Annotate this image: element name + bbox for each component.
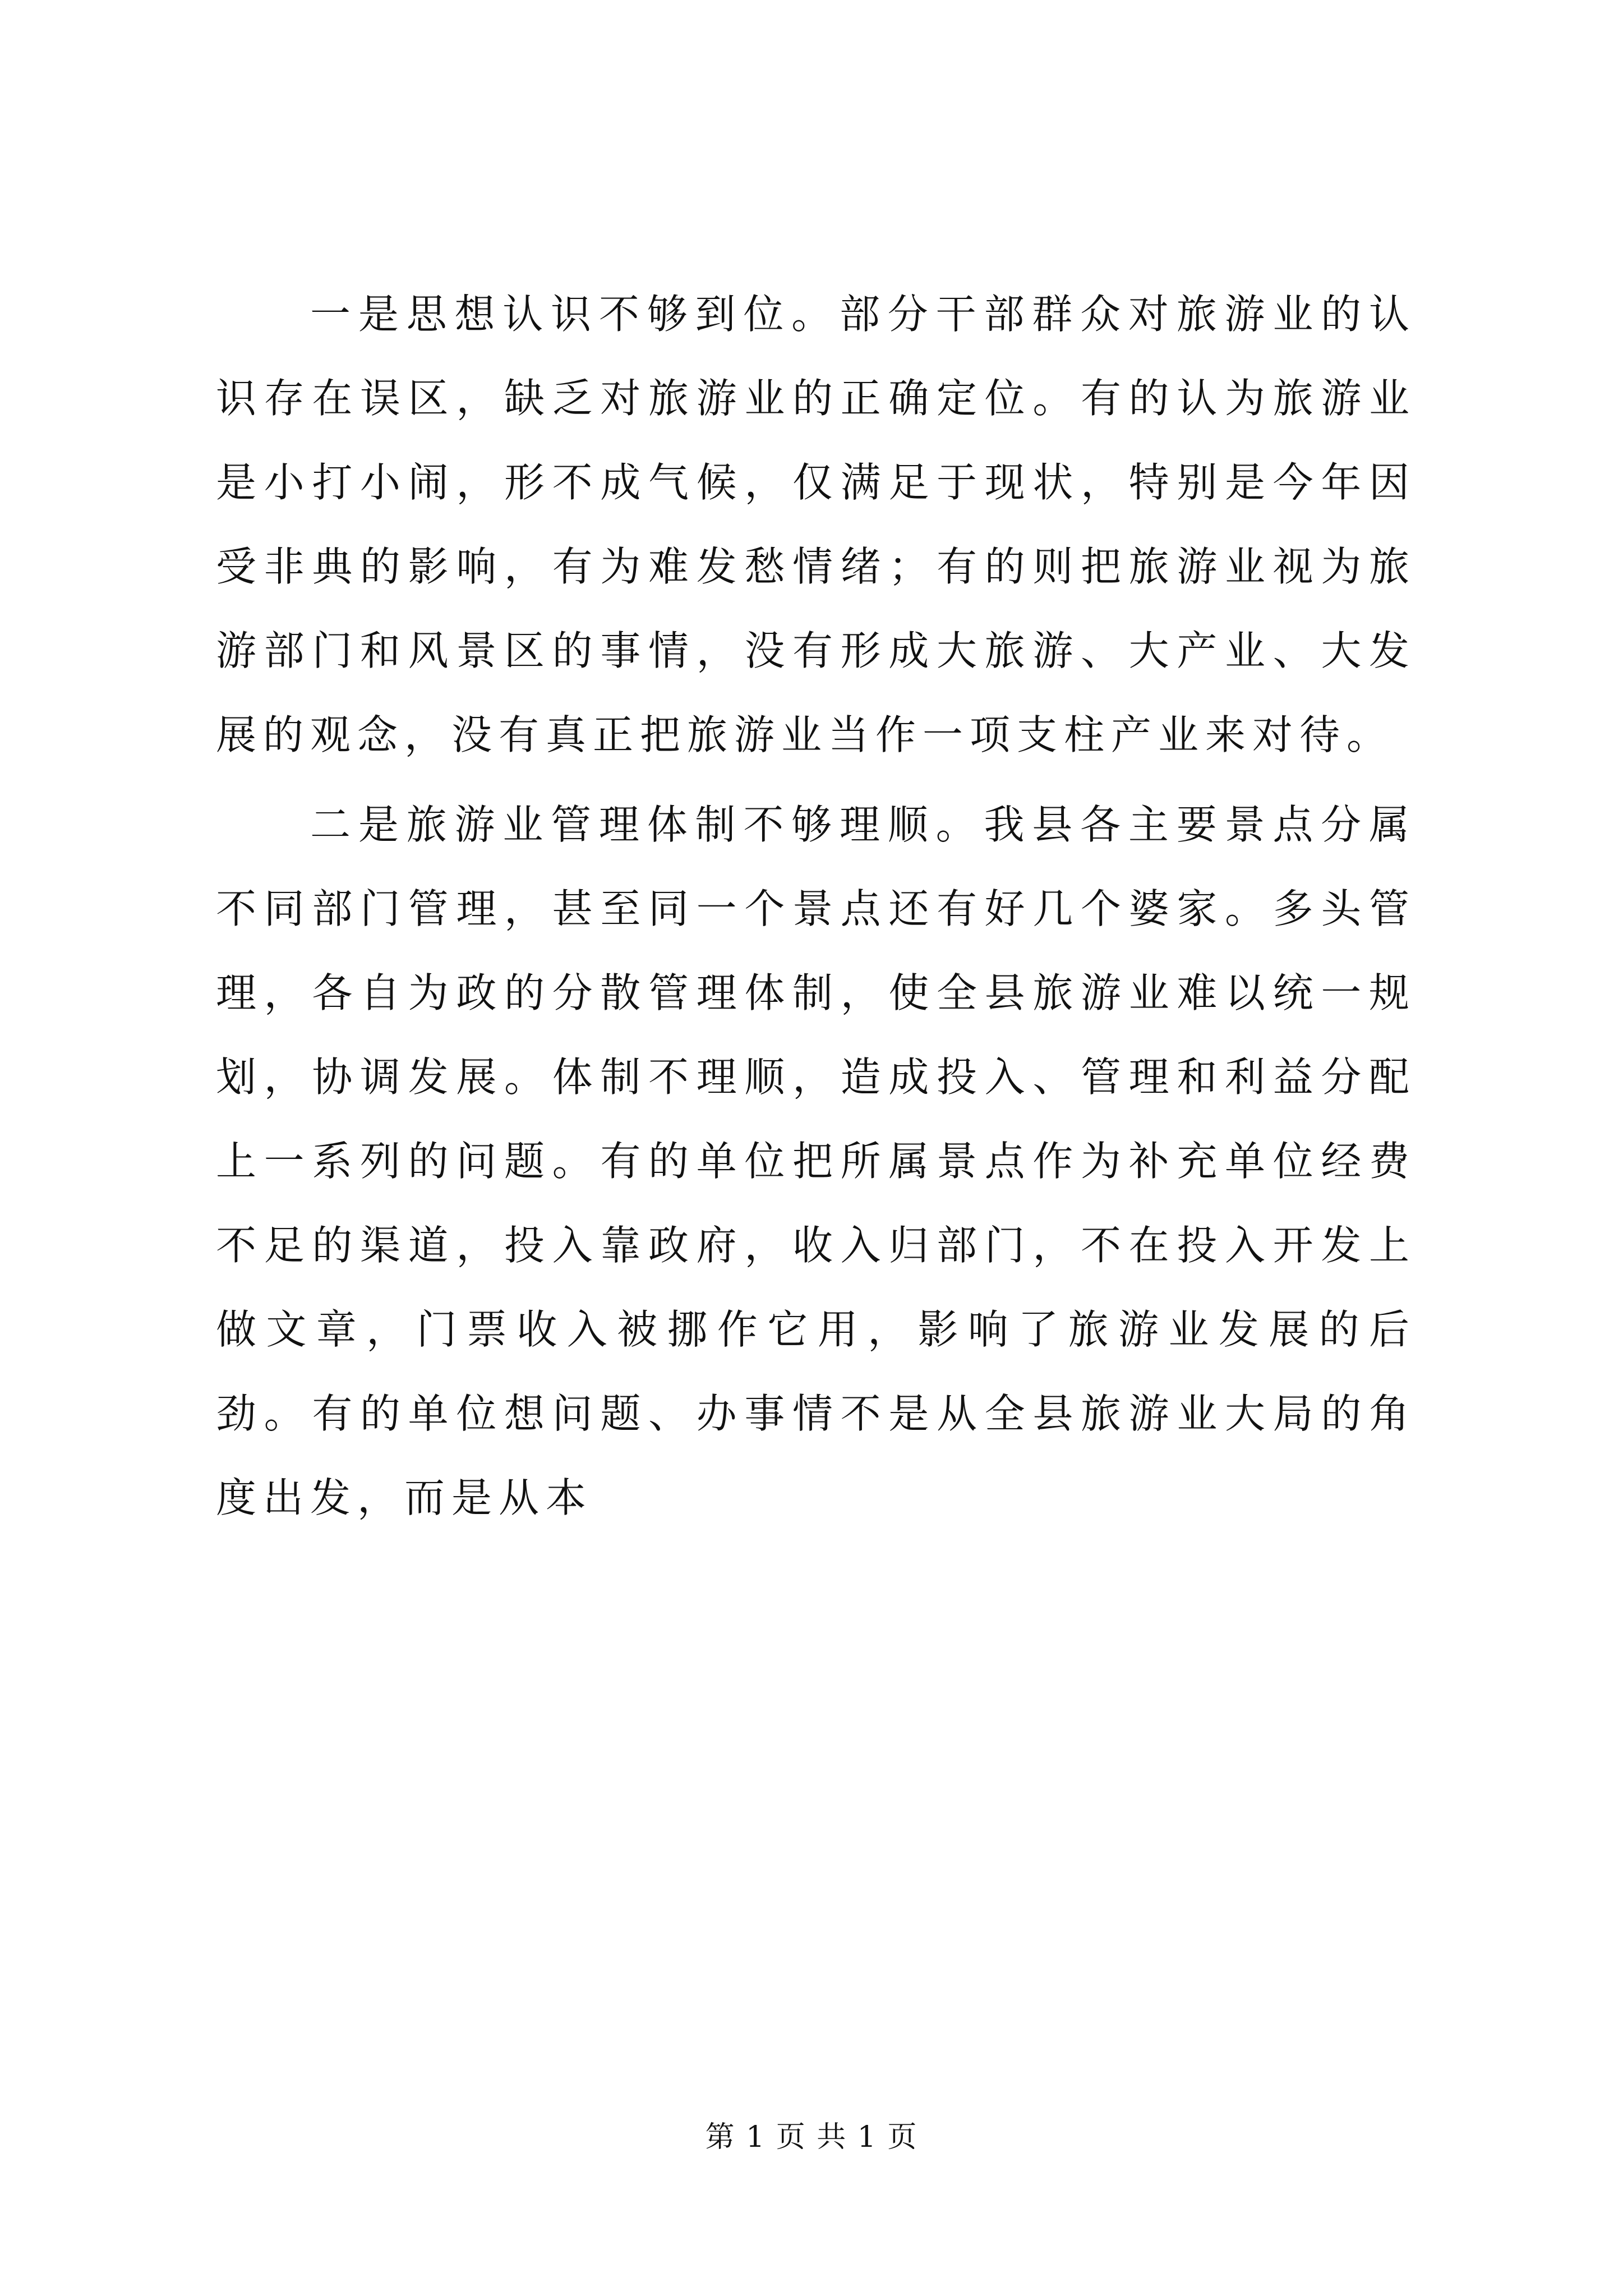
document-body [216,272,1416,1545]
paragraph-2: 二是旅游业管理体制不够理顺。我县各主要景点分属不同部门管理，甚至同一个景点还有好几个婆家。多头管理，各自为政的分散管理体制，使全县旅游业难以统一规划，协调发展。体制不理顺，造成投入、管理和利益分配上一系列的问题。有的单位把所属景点作为补充单位经费不足的渠道，投入靠政府，收入归部门，不在投入开发上做文章，门票收入被挪作它用，影响了旅游业发展的后劲。有的单位想问题、办事情不是从全县旅游业大局的角度出发，而是从本 [216,801,1416,1521]
page-number: 第 1 页 共 1 页 [705,2120,918,2154]
paragraph-1: 一是思想认识不够到位。部分干部群众对旅游业的认识存在误区，缺乏对旅游业的正确定位。有的认为旅游业是小打小闹，形不成气候，仅满足于现状，特别是今年因受非典的影响，有为难发愁情绪；有的则把旅游业视为旅游部门和风景区的事情，没有形成大旅游、大产业、大发展的观念，没有真正把旅游业当作一项支柱产业来对待。 [216,291,1416,758]
